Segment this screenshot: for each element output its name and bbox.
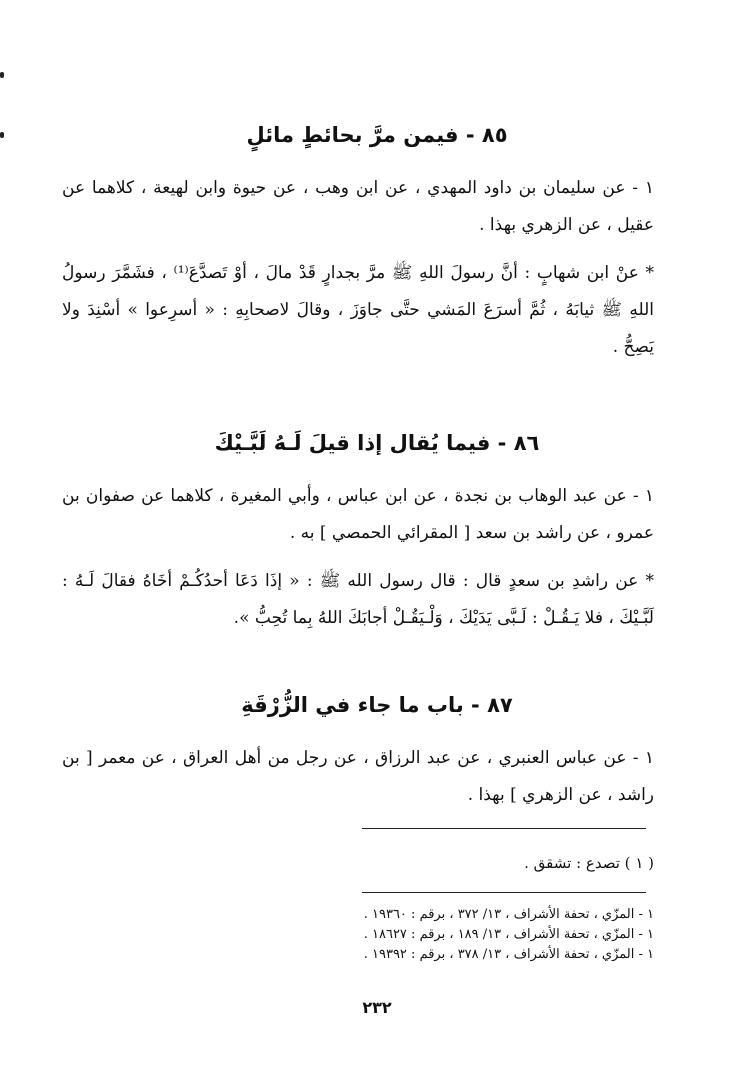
section-85-text bbox=[62, 255, 654, 366]
references-list bbox=[234, 905, 654, 965]
reference-item: ١ - المزّي ، تحفة الأشراف ، ١٣/ ١٨٩ ، برقم : ١٨٦٢٧ . bbox=[363, 927, 654, 942]
section-86-text bbox=[62, 563, 654, 637]
footnote: ( ١ ) تصدع : تشقق . bbox=[524, 854, 654, 872]
hadith-text: * عن راشدِ بن سعدٍ قال : قال رسول الله ﷺ : « إذَا دَعَا أحدُكُـمْ أخَاهُ فقالَ لَـهُ : لَبَّـيْكَ ، فلا يَـقُـلْ : لَـبَّى يَدَيْكَ ، وَلْـيَقُـلْ أجابَكَ اللهُ بِما تُحِبُّ ». bbox=[62, 571, 654, 628]
section-heading-87: ٨٧ - باب ما جاء في الزُّرْقَةِ bbox=[241, 693, 513, 717]
section-86-chain bbox=[62, 478, 654, 552]
section-heading-85: ٨٥ - فيمن مرَّ بحائطٍ مائلٍ bbox=[246, 123, 508, 147]
reference-item: ١ - المزّي ، تحفة الأشراف ، ١٣/ ٣٧٨ ، برقم : ١٩٣٩٢ . bbox=[363, 947, 654, 962]
page-number: ٢٣٢ bbox=[362, 998, 392, 1017]
section-85-chain bbox=[62, 170, 654, 244]
footnote-separator bbox=[362, 828, 646, 829]
references-separator bbox=[362, 892, 646, 893]
chain-text: ١ - عن عباس العنبري ، عن عبد الرزاق ، عن رجل من أهل العراق ، عن معمر [ بن راشد ، عن الزهري ] بهذا . bbox=[62, 748, 654, 805]
chain-text: ١ - عن سليمان بن داود المهدي ، عن ابن وهب ، عن حيوة وابن لهيعة ، كلاهما عن عقيل ، عن الزهري بهذا . bbox=[62, 178, 654, 235]
section-87-chain bbox=[62, 740, 654, 814]
chain-text: ١ - عن عبد الوهاب بن نجدة ، عن ابن عباس ، وأبي المغيرة ، كلاهما عن صفوان بن عمرو ، عن راشد بن سعد [ المقرائي الحمصي ] به . bbox=[62, 486, 654, 543]
hadith-text: * عنْ ابن شهابٍ : أنَّ رسولَ اللهِ ﷺ مرَّ بجدارٍ قَدْ مالَ ، أوْ تَصدَّعَ⁽¹⁾ ، فشَمَّرَ رسولُ اللهِ ﷺ ثيابَهُ ، ثُمَّ أسرَعَ المَشي حتَّى جاوَزَ ، وقالَ لاصحابِهِ : « أسرِعوا » أسْنِدَ ولا يَصِحُّ . bbox=[62, 263, 654, 357]
scan-mark bbox=[0, 132, 4, 138]
reference-item: ١ - المزّي ، تحفة الأشراف ، ١٣/ ٣٧٢ ، برقم : ١٩٣٦٠ . bbox=[363, 907, 654, 922]
scan-mark bbox=[0, 72, 4, 78]
section-heading-86: ٨٦ - فيما يُقال إذا قيلَ لَـهُ لَبَّـيْكَ bbox=[214, 431, 540, 455]
